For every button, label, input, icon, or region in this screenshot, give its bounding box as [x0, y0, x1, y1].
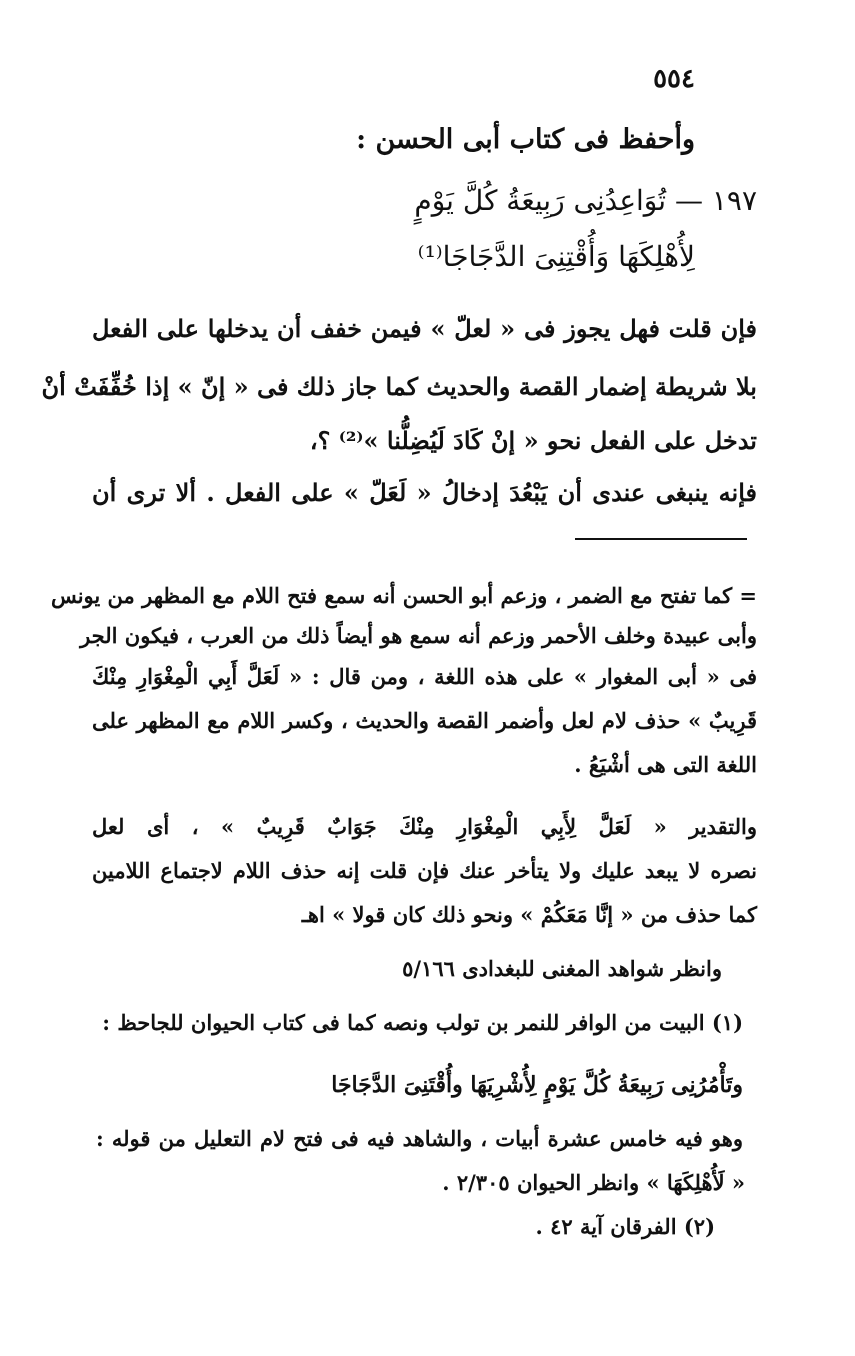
footnote-continuation-line: اللغة التى هى أشْيَعُ .: [574, 752, 757, 777]
body-paragraph-line: فإنه ينبغى عندى أن يَبْعُدَ إدخالُ « لَعَلّ » على الفعل . ألا ترى أن: [92, 478, 757, 507]
footnote-separator: [575, 538, 747, 540]
footnote-2: (٢) الفرقان آية ٤٢ .: [535, 1214, 715, 1239]
body-paragraph-line: بلا شريطة إضمار القصة والحديث كما جاز ذلك فى « إنّ » إذا خُفِّفَتْ أنْ: [41, 372, 757, 401]
footnote-continuation-line: والتقدير « لَعَلَّ لِأَبِي الْمِغْوَارِ مِنْكَ جَوَابٌ قَرِيبٌ » ، أى لعل: [92, 814, 757, 839]
footnote-continuation-line: وأبى عبيدة وخلف الأحمر وزعم أنه سمع هو أيضاً ذلك من العرب ، فيكون الجر: [80, 623, 757, 648]
footnote-continuation-line: نصره لا يبعد عليك ولا يتأخر عنك فإن قلت إنه حذف اللام لاجتماع اللامين: [92, 858, 757, 883]
page-number: ٥٥٤: [653, 64, 695, 94]
footnote-continuation-line: = كما تفتح مع الضمر ، وزعم أبو الحسن أنه سمع فتح اللام مع المظهر من يونس: [50, 583, 757, 608]
footnote-1: (١) البيت من الوافر للنمر بن تولب ونصه كما فى كتاب الحيوان للجاحظ :: [102, 1010, 743, 1035]
footnote-1-commentary: وهو فيه خامس عشرة أبيات ، والشاهد فيه فى فتح لام التعليل من قوله :: [96, 1126, 743, 1151]
verse-first-hemistich: ١٩٧ — تُوَاعِدُنِى رَبِيعَةُ كُلَّ يَوْمٍ: [414, 184, 757, 217]
footnote-reference-line: وانظر شواهد المغنى للبغدادى ٥/١٦٦: [402, 956, 722, 981]
footnote-continuation-line: قَرِيبٌ » حذف لام لعل وأضمر القصة والحديث ، وكسر اللام مع المظهر على: [92, 708, 757, 733]
intro-line: وأحفظ فى كتاب أبى الحسن :: [356, 124, 695, 155]
footnote-1-verse: وتَأْمُرُنِى رَبِيعَةُ كُلَّ يَوْمٍ لِأُشْرِيَهَا وأُقْتَنِىَ الدَّجَاجَا: [331, 1072, 743, 1098]
body-paragraph-line: تدخل على الفعل نحو « إنْ كَادَ لَيُضِلُّنا »⁽²⁾ ؟،: [309, 426, 757, 455]
footnote-continuation-line: كما حذف من « إنَّا مَعَكُمْ » ونحو ذلك كان قولا » اهـ: [301, 902, 757, 927]
footnote-1-reference: « لَأُهْلِكَهَا » وانظر الحيوان ٢/٣٠٥ .: [442, 1170, 745, 1195]
footnote-continuation-line: فى « أبى المغوار » على هذه اللغة ، ومن قال : « لَعَلَّ أَبِي الْمِغْوَارِ مِنْكَ: [92, 664, 757, 689]
verse-second-hemistich: لِأُهْلِكَهَا وَأُقْتِنِىَ الدَّجَاجَا⁽¹⁾: [417, 240, 695, 273]
body-paragraph-line: فإن قلت فهل يجوز فى « لعلّ » فيمن خفف أن يدخلها على الفعل: [92, 314, 757, 343]
